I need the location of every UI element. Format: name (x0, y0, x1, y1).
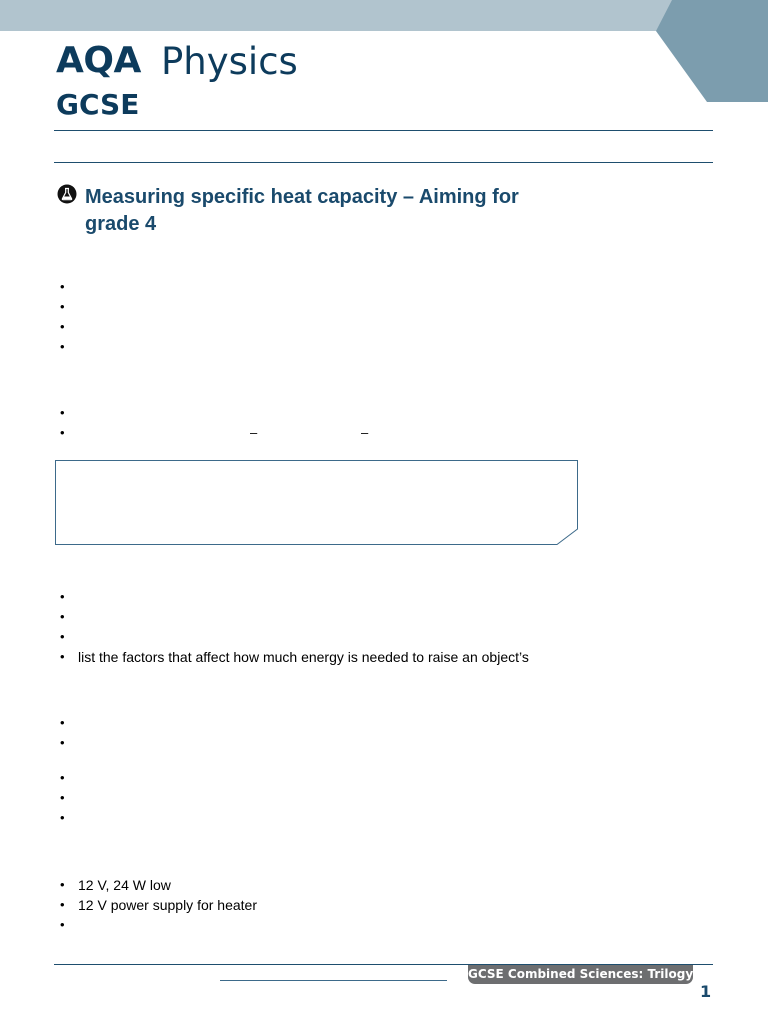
list-item (56, 403, 78, 423)
brand-aqa: AQA (56, 40, 141, 81)
page-number: 1 (700, 982, 712, 1001)
list-item (56, 627, 529, 647)
header-divider (54, 130, 713, 131)
info-box (54, 459, 580, 547)
list-item (56, 423, 369, 443)
list-item (56, 587, 529, 607)
list-item (56, 713, 78, 733)
list-item: • 12 V, 24 W low (56, 875, 257, 895)
list-item (56, 788, 78, 808)
dash-mark: • – (250, 425, 258, 440)
list-item (56, 297, 78, 317)
corner-decoration (640, 0, 768, 102)
title-divider (54, 162, 713, 163)
bullet-list-equipment (56, 875, 257, 935)
bullet-list-hazards (56, 713, 78, 753)
brand-subject: Physics (161, 40, 298, 83)
list-item (56, 768, 78, 788)
list-item: • 12 V power supply for heater (56, 895, 257, 915)
list-item (56, 808, 78, 828)
footer-short-rule (220, 980, 447, 981)
footer-badge: GCSE Combined Sciences: Trilogy (468, 965, 693, 984)
list-item (56, 733, 78, 753)
list-item (56, 277, 78, 297)
list-item (56, 317, 78, 337)
flask-icon (57, 184, 77, 204)
list-item (56, 607, 529, 627)
bullet-list-precautions (56, 768, 78, 828)
dash-mark: – (361, 425, 369, 440)
page-title: Measuring specific heat capacity – Aiming for grade 4 (85, 186, 519, 235)
bullet-list-objectives (56, 277, 78, 357)
brand-level: GCSE (56, 88, 140, 121)
list-item (56, 915, 257, 935)
bullet-list-skills (56, 587, 529, 667)
bullet-list-secondary (56, 403, 369, 443)
list-item: • list the factors that affect how much energy is needed to raise an object’s (56, 647, 529, 667)
list-item (56, 337, 78, 357)
